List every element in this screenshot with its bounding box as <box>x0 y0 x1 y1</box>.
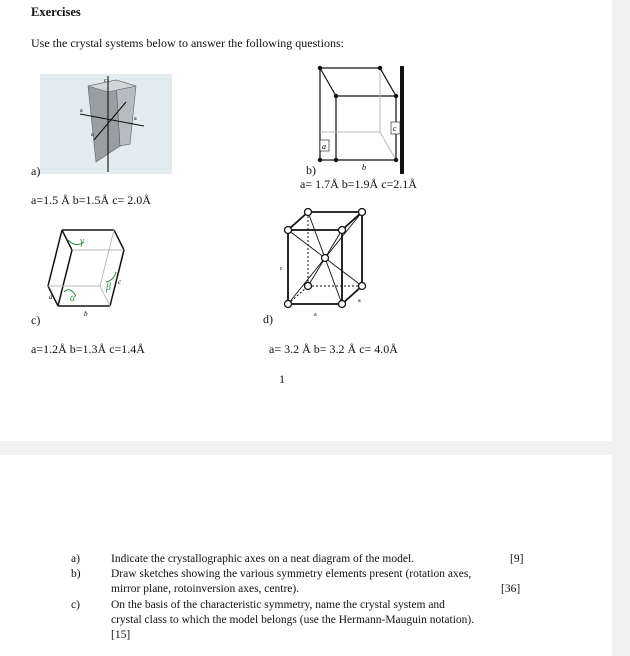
fig-a-label-a-bottom: a <box>91 132 94 138</box>
exercises-heading: Exercises <box>31 5 81 19</box>
document-page-2 <box>0 455 612 656</box>
fig-c-label-b: b <box>84 310 88 318</box>
question-c-letter: c) <box>71 599 80 611</box>
figure-a-label: a) <box>31 164 41 178</box>
fig-c-gamma: γ <box>80 236 84 247</box>
question-a-letter: a) <box>71 553 80 565</box>
instruction-text: Use the crystal systems below to answer the following questions: <box>31 36 344 50</box>
figure-c-triclinic-cell <box>44 224 134 318</box>
figure-b-orthorhombic-cell <box>312 62 412 180</box>
question-b-letter: b) <box>71 568 81 580</box>
figure-d-tetragonal-cell <box>278 206 372 318</box>
fig-c-beta: β <box>106 282 111 293</box>
question-b-text <box>111 567 531 597</box>
figure-b-parameters: a= 1.7Å b=1.9Å c=2.1Å <box>300 177 417 191</box>
fig-b-label-b: b <box>362 163 366 172</box>
question-c-text <box>111 598 531 643</box>
fig-c-alpha: α <box>70 293 76 304</box>
question-b-marks: [36] <box>501 583 521 595</box>
figure-d-label: d) <box>263 312 273 326</box>
question-b-line-2: mirror plane, rotoinversion axes, centre). <box>111 583 300 595</box>
fig-a-label-a-left: a <box>80 108 83 114</box>
fig-b-label-a: a <box>322 142 326 151</box>
question-b-line-1: Draw sketches showing the various symmetry elements present (rotation axes, <box>111 568 472 580</box>
question-a-text <box>111 552 531 567</box>
figure-a-tetragonal-prism <box>40 74 172 174</box>
fig-d-label-c: c <box>280 266 283 272</box>
fig-d-label-a-bottom: a <box>314 312 317 318</box>
fig-d-label-a-right: a <box>358 298 361 304</box>
figure-b-black-bar <box>400 66 404 174</box>
fig-c-label-a: a <box>49 293 53 301</box>
question-c-line-2: crystal class to which the model belongs (use the Hermann-Mauguin notation). <box>111 614 475 626</box>
page-number: 1 <box>279 372 285 386</box>
figure-c-parameters: a=1.2Å b=1.3Å c=1.4Å <box>31 342 145 356</box>
question-c-marks: [15] <box>111 629 131 641</box>
fig-a-label-c: c <box>104 78 107 84</box>
fig-b-label-c: c <box>393 124 397 133</box>
question-c-line-1: On the basis of the characteristic symmetry, name the crystal system and <box>111 599 445 611</box>
figure-d-parameters: a= 3.2 Å b= 3.2 Å c= 4.0Å <box>269 342 398 356</box>
question-a-marks: [9] <box>510 553 524 565</box>
question-a-line-1: Indicate the crystallographic axes on a neat diagram of the model. <box>111 553 415 565</box>
fig-a-label-a-right: a <box>134 116 137 122</box>
figure-a-parameters: a=1.5 Å b=1.5Å c= 2.0Å <box>31 193 151 207</box>
fig-c-label-c: c <box>118 278 122 286</box>
figure-b-label: b) <box>306 163 316 177</box>
figure-c-label: c) <box>31 313 41 327</box>
